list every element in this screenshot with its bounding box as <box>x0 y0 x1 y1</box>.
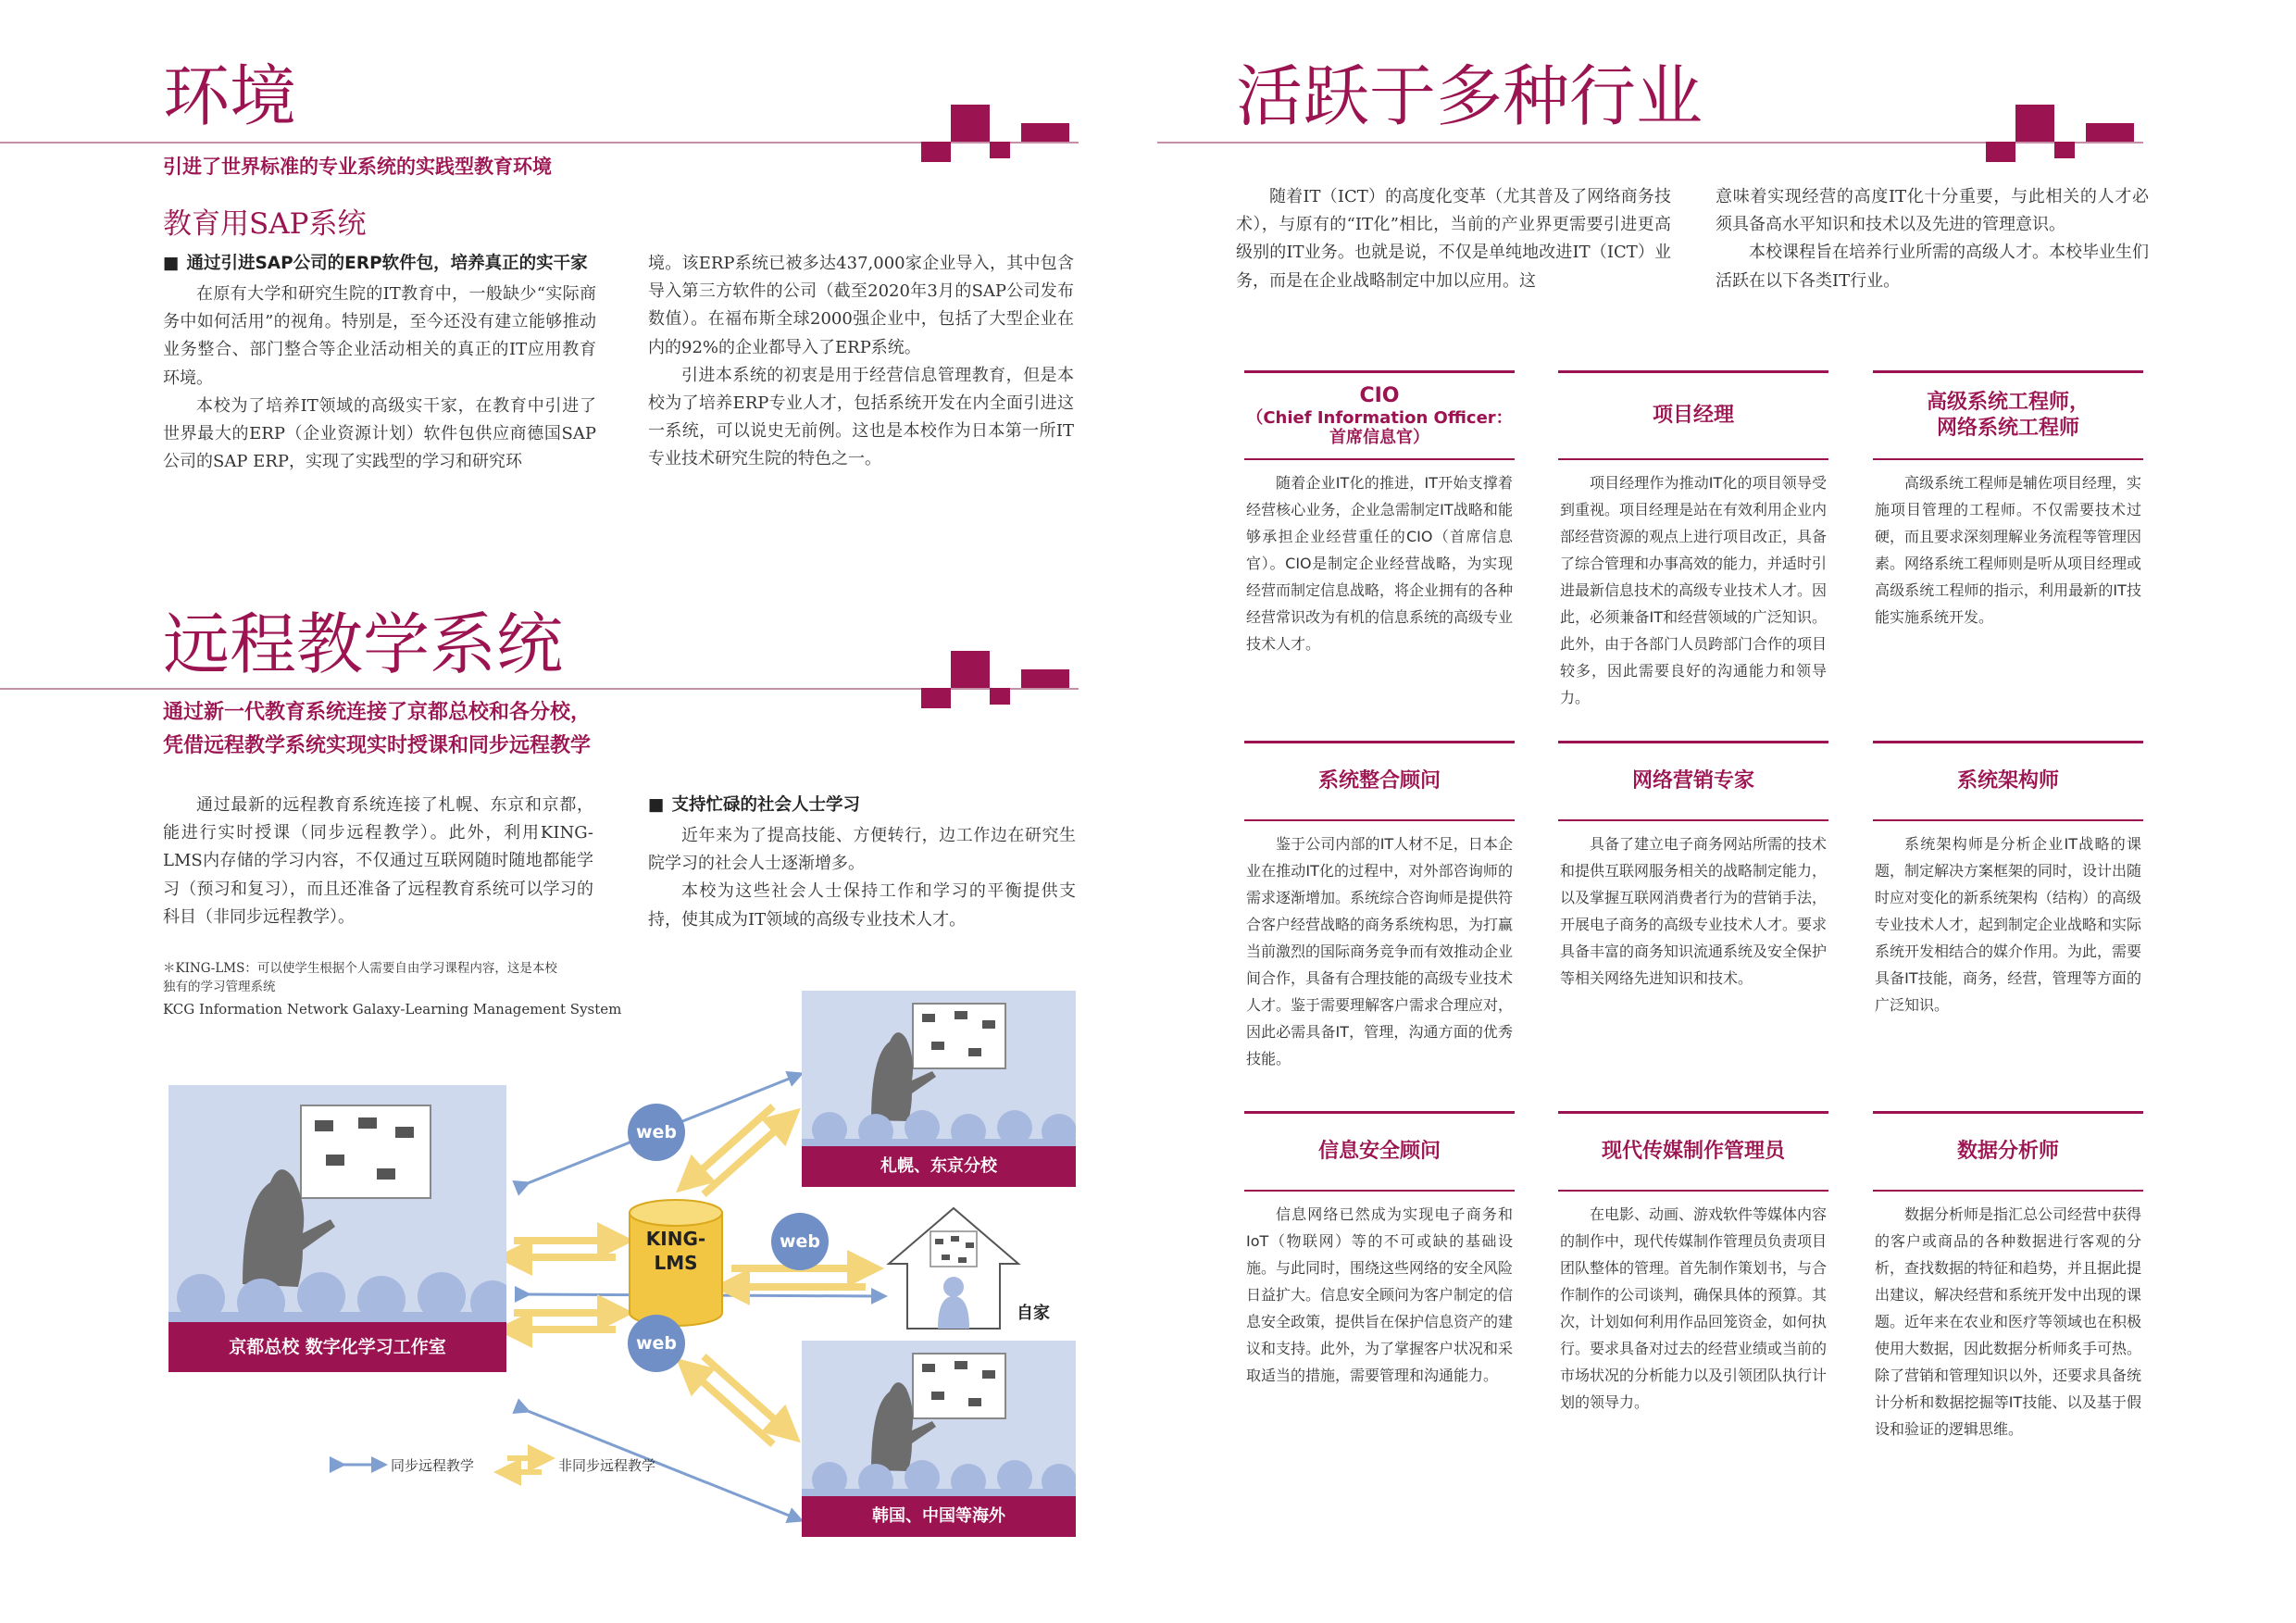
home-icon <box>884 1204 1023 1333</box>
card-title-chinese: 首席信息官） <box>1329 428 1429 447</box>
industries-intro-column-1 <box>1236 183 1671 295</box>
remote-paragraph-3: 本校为这些社会人士保持工作和学习的平衡提供支持，使其成为IT领域的高级专业技术人才。 <box>648 881 1076 930</box>
card-text: 信息网络已然成为实现电子商务和IoT（物联网）等的不可或缺的基础设施。与此同时，围绕这些网络的安全风险日益扩大。信息安全顾问为客户制定的信息安全政策，提供旨在保护信息资产的建议和支持。此外，为了掌握客户状况和采取适当的措施，需要管理和沟通能力。 <box>1246 1205 1514 1384</box>
kinglms-footnote-line-3: KCG Information Network Galaxy-Learning Management System <box>163 1001 622 1017</box>
web-icon: web <box>771 1213 829 1270</box>
card-text: 随着企业IT化的推进，IT开始支撑着经营核心业务，企业急需制定IT战略和能够承担企业经营重任的CIO（首席信息官）。CIO是制定企业经营战略，为实现经营而制定信息战略，将企业拥有的各种经营常识改为有机的信息系统的高级专业技术人才。 <box>1246 474 1514 653</box>
career-card-cio <box>1244 370 1515 657</box>
card-title-line-2: 网络系统工程师 <box>1936 417 2079 440</box>
career-card-project-manager <box>1558 370 1828 711</box>
remote-subtitle-line-2: 凭借远程教学系统实现实时授课和同步远程教学 <box>163 733 592 757</box>
sap-paragraph-4: 引进本系统的初衷是用于经营信息管理教育，但是本校为了培养ERP专业人才，包括系统开发在内全面引进这一系统，可以说史无前例。这也是本校作为日本第一所IT专业技术研究生院的特色之一。 <box>648 365 1074 469</box>
remote-subtitle-line-1: 通过新一代教育系统连接了京都总校和各分校， <box>163 700 592 724</box>
overseas-label: 韩国、中国等海外 <box>802 1496 1076 1537</box>
kinglms-footnote-line-2: 独有的学习管理系统 <box>163 980 276 994</box>
industries-intro-paragraph-1: 随着IT（ICT）的高度化变革（尤其普及了网络商务技术），与原有的“IT化”相比，当前的产业界更需要引进更高级别的IT业务。也就是说，不仅是单纯地改进IT（ICT）业务，而是在企业战略制定中加以应用。这 <box>1236 187 1671 291</box>
decorative-blocks <box>1977 105 2143 162</box>
sap-bullet-heading: ■ 通过引进SAP公司的ERP软件包，培养真正的实干家 <box>163 250 588 278</box>
industries-title: 活跃于多种行业 <box>1236 57 1703 135</box>
sapporo-tokyo-label: 札幌、东京分校 <box>802 1146 1076 1187</box>
card-title: 项目经理 <box>1652 404 1734 427</box>
kyoto-campus-label: 京都总校 数字化学习工作室 <box>168 1322 506 1372</box>
web-icon: web <box>628 1104 685 1161</box>
environment-title: 环境 <box>163 57 297 135</box>
kinglms-footnote-line-1: ＊KING-LMS：可以使学生根据个人需要自由学习课程内容，这是本校 <box>163 961 557 976</box>
king-lms-label-line-2: LMS <box>654 1252 698 1274</box>
industries-intro-paragraph-2: 意味着实现经营的高度IT化十分重要，与此相关的人才必须具备高水平知识和技术以及先进的管理意识。 <box>1716 187 2149 235</box>
career-card-system-architect <box>1873 741 2143 1018</box>
environment-subtitle: 引进了世界标准的专业系统的实践型教育环境 <box>163 155 552 178</box>
sap-paragraph-3: 境。该ERP系统已被多达437,000家企业导入，其中包含导入第三方软件的公司（截至2020年3月的SAP公司发布数值）。在福布斯全球2000强企业中，包括了大型企业在内的92%的企业都导入了ERP系统。 <box>648 254 1074 357</box>
web-icon: web <box>628 1315 685 1372</box>
card-text: 项目经理作为推动IT化的项目领导受到重视。项目经理是站在有效利用企业内部经营资源的观点上进行项目改正，具备了综合管理和办事高效的能力，并适时引进最新信息技术的高级专业技术人才。因此，必须兼备IT和经营领域的广泛知识。此外，由于各部门人员跨部门合作的项目较多，因此需要良好的沟通能力和领导力。 <box>1560 474 1828 706</box>
kyoto-campus-panel <box>168 1085 506 1372</box>
remote-paragraph-2: 近年来为了提高技能、方便转行，边工作边在研究生院学习的社会人士逐渐增多。 <box>648 826 1076 874</box>
industries-intro-paragraph-3: 本校课程旨在培养行业所需的高级人才。本校毕业生们活跃在以下各类IT行业。 <box>1716 243 2149 291</box>
home-label: 自家 <box>1017 1304 1050 1323</box>
sap-paragraph-2: 本校为了培养IT领域的高级实干家，在教育中引进了世界最大的ERP（企业资源计划）软件包供应商德国SAP公司的SAP ERP，实现了实践型的学习和研究环 <box>163 395 596 472</box>
career-card-data-analyst <box>1873 1111 2143 1442</box>
card-title: 现代传媒制作管理员 <box>1601 1140 1785 1163</box>
legend-async-label: 非同步远程教学 <box>558 1457 656 1474</box>
sap-section-title: 教育用SAP系统 <box>163 207 367 241</box>
card-title: 系统架构师 <box>1956 769 2059 793</box>
card-title: 数据分析师 <box>1956 1140 2059 1163</box>
career-card-web-marketing <box>1558 741 1828 992</box>
card-title: 系统整合顾问 <box>1317 769 1441 793</box>
career-card-media-producer <box>1558 1111 1828 1416</box>
card-text: 鉴于公司内部的IT人材不足，日本企业在推动IT化的过程中，对外部咨询师的需求逐渐增加。系统综合咨询师是提供符合客户经营战略的商务系统构思，为打赢当前激烈的国际商务竞争而有效推动企业间合作，具备有合理技能的高级专业技术人才。鉴于需要理解客户需求合理应对，因此必需具备IT，管理，沟通方面的优秀技能。 <box>1246 835 1514 1067</box>
card-text: 具备了建立电子商务网站所需的技术和提供互联网服务相关的战略制定能力，以及掌握互联网消费者行为的营销手法，开展电子商务的高级专业技术人才。要求具备丰富的商务知识流通系统及安全保护等相关网络先进知识和技术。 <box>1560 835 1828 987</box>
card-title: CIO <box>1359 384 1400 407</box>
sapporo-tokyo-panel <box>802 991 1076 1187</box>
card-title: 信息安全顾问 <box>1317 1140 1441 1163</box>
career-card-system-engineer <box>1873 370 2143 630</box>
card-title: 网络营销专家 <box>1631 769 1754 793</box>
card-title: 高级系统工程师， <box>1926 391 2090 414</box>
card-text: 在电影、动画、游戏软件等媒体内容的制作中，现代传媒制作管理员负责项目团队整体的管理。首先制作策划书，与合作制作的公司谈判，确保具体的预算。其次，计划如何利用作品回笼资金，如何执行。要求具备对过去的经营业绩或当前的市场状况的分析能力以及引领团队执行计划的领导力。 <box>1560 1205 1828 1411</box>
legend-sync-label: 同步远程教学 <box>391 1457 475 1474</box>
king-lms-label-line-1: KING- <box>645 1228 706 1250</box>
working-adults-bullet: ■ 支持忙碌的社会人士学习 <box>648 792 860 819</box>
sap-paragraph-1: 在原有大学和研究生院的IT教育中，一般缺少“实际商务中如何活用”的视角。特别是，至今还没有建立能够推动业务整合、部门整合等企业活动相关的真正的IT应用教育环境。 <box>163 284 596 388</box>
remote-title: 远程教学系统 <box>163 606 564 683</box>
card-text: 数据分析师是指汇总公司经营中获得的客户或商品的各种数据进行客观的分析，查找数据的特征和趋势，并且据此提出建议，解决经营和系统开发中出现的课题。近年来在农业和医疗等领域也在积极使用大数据，因此数据分析师炙手可热。除了营销和管理知识以外，还要求具备统计分析和数据挖掘等IT技能、以及基于假设和验证的逻辑思维。 <box>1875 1205 2142 1438</box>
career-card-security-consultant <box>1244 1111 1515 1389</box>
remote-paragraph-1: 通过最新的远程教育系统连接了札幌、东京和京都，能进行实时授课（同步远程教学）。此外，利用KING-LMS内存储的学习内容，不仅通过互联网随时随地都能学习（预习和复习），而且还准备了远程教育系统可以学习的科目（非同步远程教学）。 <box>163 795 593 927</box>
career-card-integration-consultant <box>1244 741 1515 1072</box>
card-text: 系统架构师是分析企业IT战略的课题，制定解决方案框架的同时，设计出随时应对变化的新系统架构（结构）的高级专业技术人才，起到制定企业战略和实际系统开发相结合的媒介作用。为此，需要具备IT技能，商务，经营，管理等方面的广泛知识。 <box>1875 835 2142 1014</box>
card-title-english: （Chief Information Officer： <box>1246 408 1513 428</box>
card-text: 高级系统工程师是辅佐项目经理，实施项目管理的工程师。不仅需要技术过硬，而且要求深刻理解业务流程等管理因素。网络系统工程师则是听从项目经理或高级系统工程师的指示，利用最新的IT技能实施系统开发。 <box>1875 474 2142 626</box>
industries-intro-column-2 <box>1716 183 2149 295</box>
overseas-panel <box>802 1341 1076 1537</box>
